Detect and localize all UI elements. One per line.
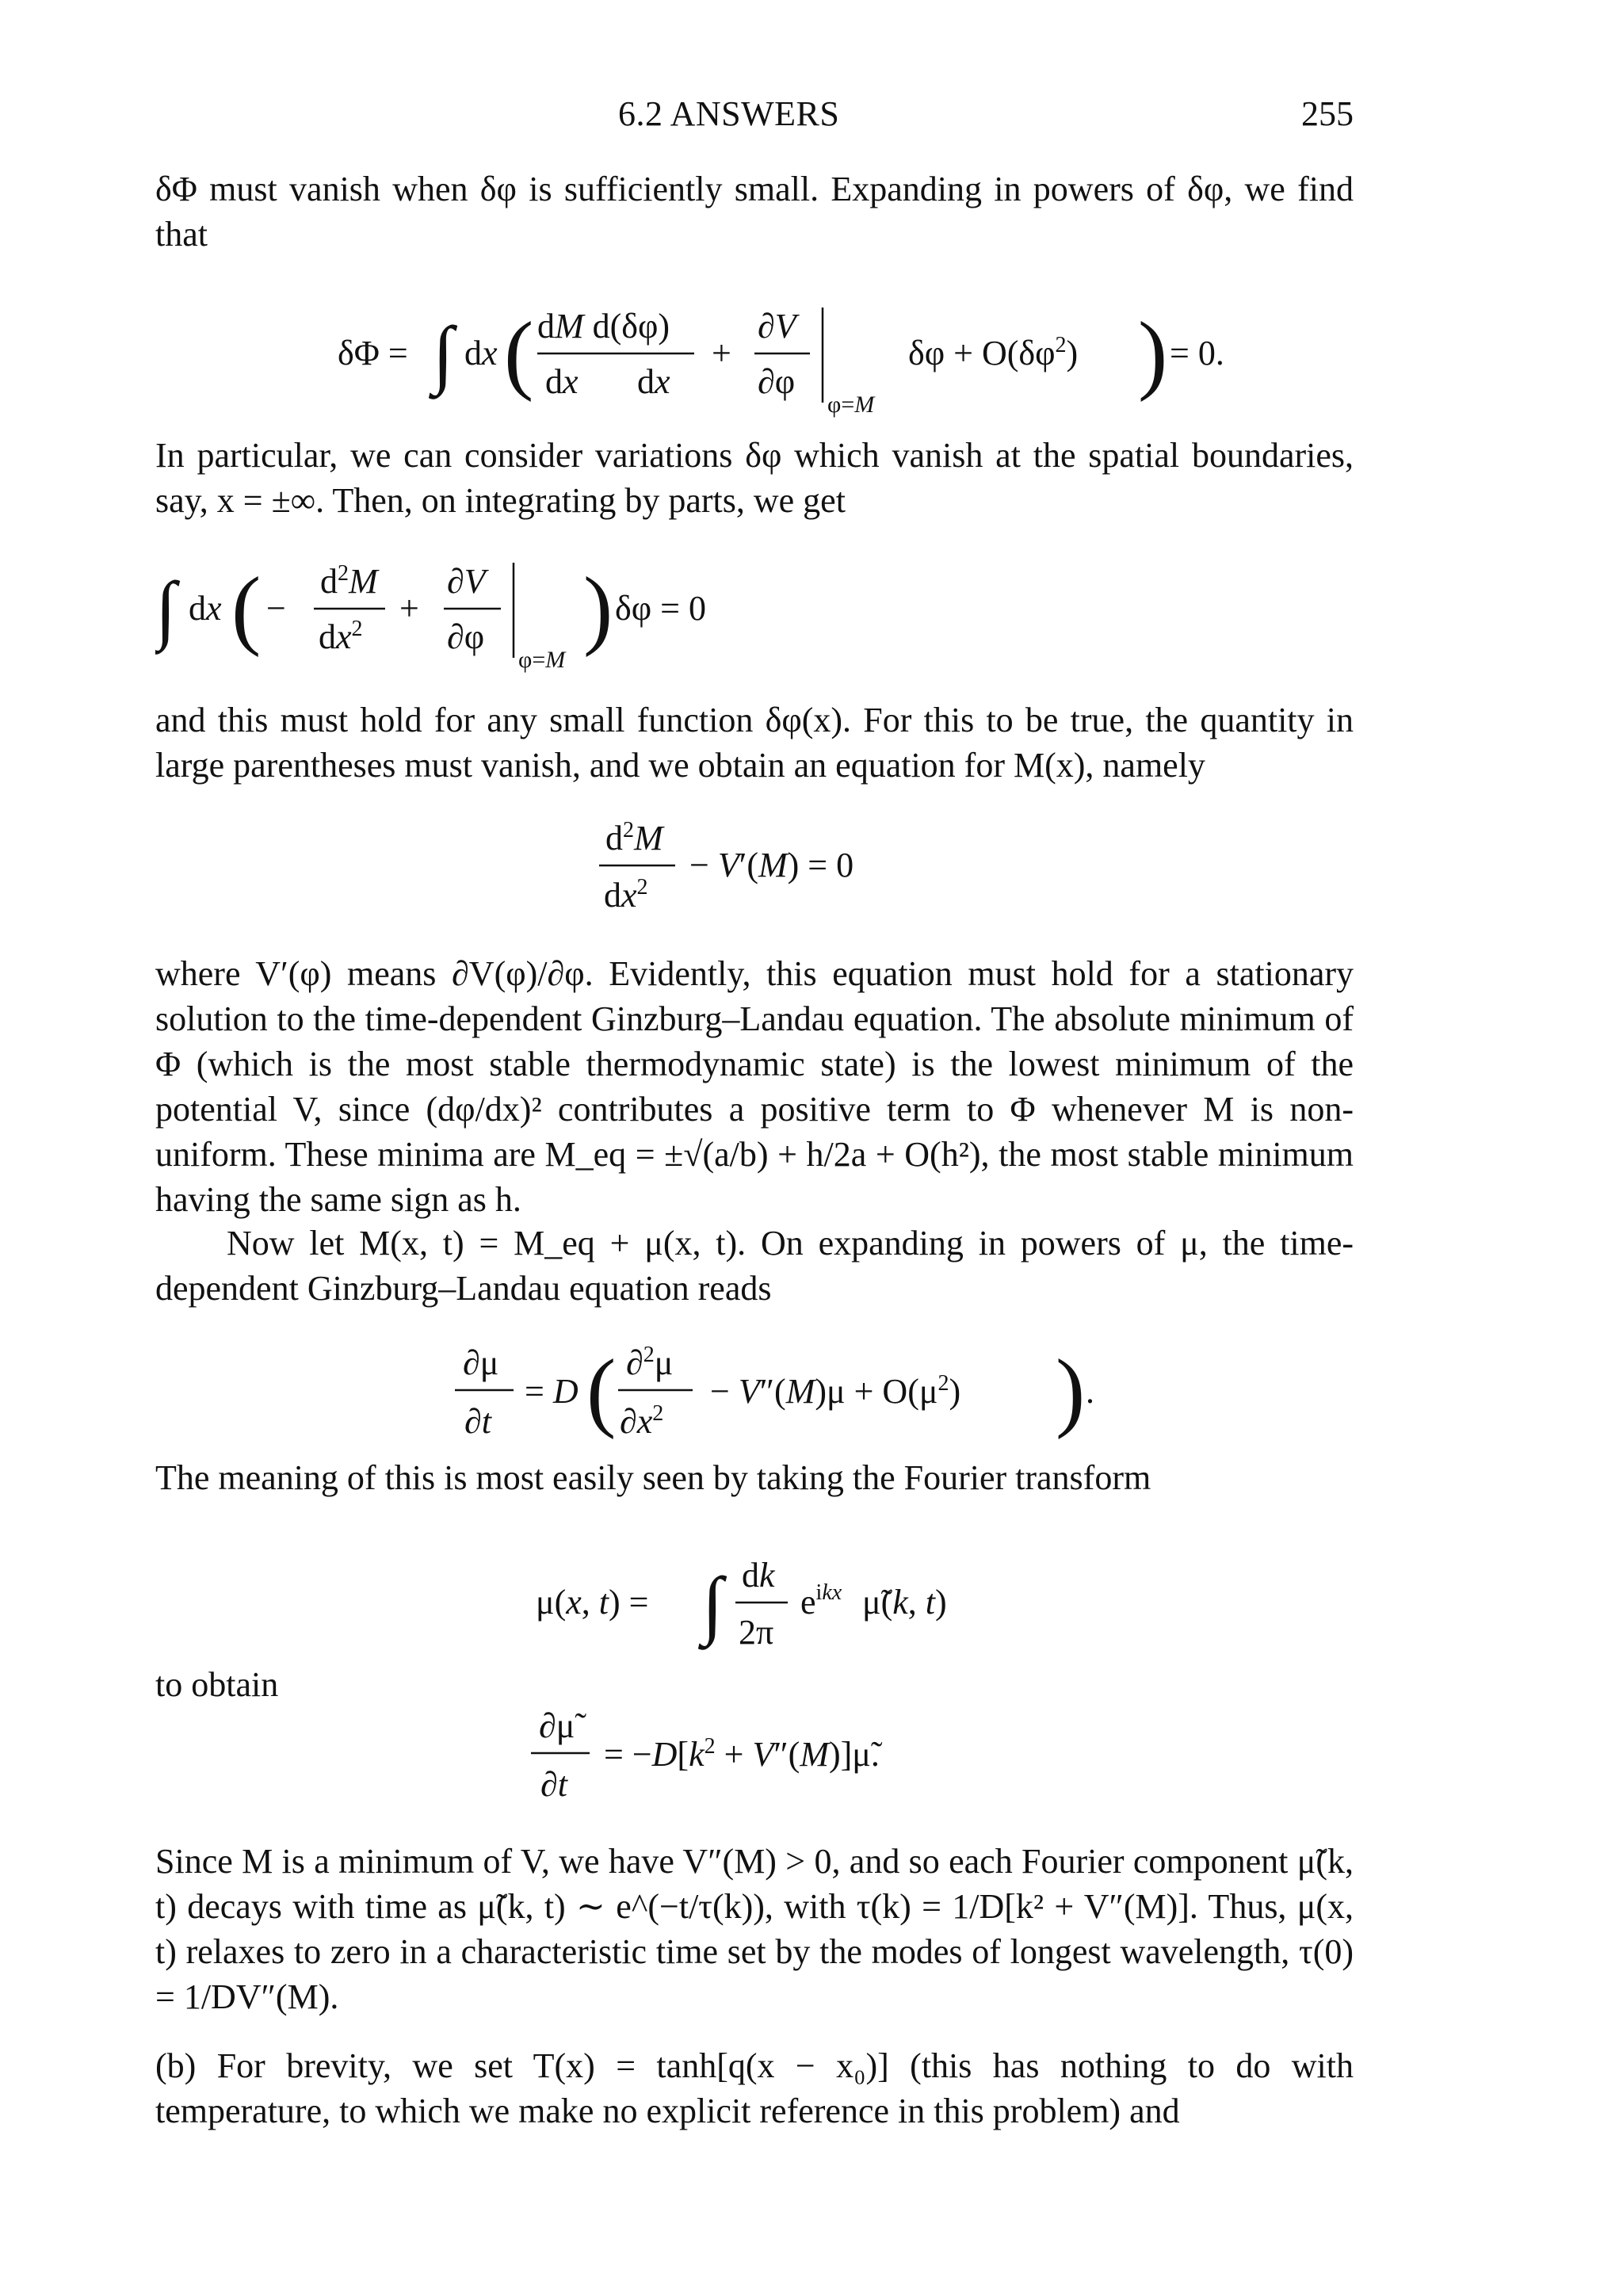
equation-6 [531,1696,1086,1816]
svg-text:dx2: $dx^2$ [319,617,363,656]
svg-text:): ) [583,560,613,658]
svg-text:∂V: ∂V [758,307,796,346]
equation-2 [155,547,1027,690]
paragraph-5: Now let M(x, t) = M_eq + μ(x, t). On expanding in powers of μ, the time-dependent Ginzburg–Landau equation reads [155,1224,1354,1308]
svg-text:(: ( [231,560,262,658]
svg-text:∂φ: ∂φ [758,362,796,401]
svg-text:∂μ̃: ∂μ̃ [539,1706,575,1745]
equation-5 [536,1541,1170,1676]
page-number: 255 [1301,94,1354,133]
svg-text:∂t: ∂t [540,1765,567,1804]
svg-text:−: − [266,589,286,628]
svg-text:= D: = D [525,1372,579,1411]
paragraph-3: and this must hold for any small function δφ(x). For this to be true, the quantity in large parentheses must vanish, and we obtain an equation for M(x), namely [155,701,1354,785]
paragraph-8: Since M is a minimum of V, we have V″(M) > 0, and so each Fourier component μ̃(k, t) decays with time as μ̃(k, t) ∼ e^(−t/τ(k)), with τ(k) = 1/D[k² + V″(M)]. Thus, μ(x, t) relaxes to zero in a characteristic time set by the modes of longest wavelength, τ(0) = 1/DV″(M). [155,1842,1354,2016]
svg-text:∂t: ∂t [464,1402,491,1441]
paragraph-4: where V′(φ) means ∂V(φ)/∂φ. Evidently, this equation must hold for a stationary solution to the time-dependent Ginzburg–Landau equation. The absolute minimum of Φ (which is the most stable thermodynamic state) is the lowest minimum of the potential V, since (dφ/dx)² contributes a positive term to Φ whenever M is non-uniform. These minima are M_eq = ±√(a/b) + h/2a + O(h²), the most stable minimum having the same sign as h. [155,954,1354,1219]
svg-text:μ̃(k, t): μ̃(k, t) [862,1583,947,1622]
svg-text:dx: dx [637,362,670,401]
svg-text:∂φ: ∂φ [447,617,485,656]
svg-text:): ) [1138,304,1168,403]
svg-text:dx2: $dx^2$ [604,875,648,915]
svg-text:− V′(M) = 0: − V′(M) = 0 [689,846,854,884]
svg-text:.: . [1086,1372,1094,1411]
svg-text:∂x2: $\partial x^2$ [620,1401,664,1441]
svg-text:(: ( [586,1342,617,1440]
svg-text:δφ + O(δφ2): $\delta\varphi + O(\delta\varphi^2)$ [908,333,1079,372]
equation-3 [599,810,995,930]
paragraph-9: (b) For brevity, we set T(x) = tanh[q(x − x₀)] (this has nothing to do with temperature, to which we make no explicit reference in this problem) and [155,2046,1354,2130]
svg-text:dk: dk [742,1556,775,1595]
equation-1 [338,292,1273,435]
paragraph-1: δΦ must vanish when δφ is sufficiently small. Expanding in powers of δφ, we find that [155,170,1354,254]
running-head: 6.2 ANSWERS [618,94,840,133]
svg-text:= −D[k2 + V″(M)]μ̃.: = $-D[k^2$ + V″(M)]μ̃. [604,1734,880,1774]
equation-4 [455,1325,1168,1461]
svg-text:∂2μ: ∂$^2$μ [626,1343,674,1382]
svg-text:φ=M: φ=M [518,647,566,673]
svg-text:eikx: $e^{ikx}$ [800,1580,842,1622]
svg-text:): ) [1056,1342,1086,1440]
svg-text:2π: 2π [739,1613,774,1652]
svg-text:d2M: $d^2M$ [605,818,663,858]
page-header [155,94,1354,141]
paragraph-6: The meaning of this is most easily seen by taking the Fourier transform [155,1458,1151,1497]
svg-text:∂V: ∂V [447,562,486,601]
svg-text:dx: dx [464,334,498,372]
svg-text:∫: ∫ [433,311,454,395]
svg-text:∂μ: ∂μ [463,1343,499,1382]
svg-text:= 0.: = 0. [1170,334,1224,372]
svg-text:∫: ∫ [155,566,177,651]
svg-text:∫: ∫ [702,1561,724,1646]
paragraph-2: In particular, we can consider variations δφ which vanish at the spatial boundaries, say, x = ±∞. Then, on integrating by parts, we get [155,436,1354,520]
svg-text:dx: dx [545,362,579,401]
svg-text:+: + [712,334,731,372]
svg-text:+: + [399,589,419,628]
svg-text:δφ = 0: δφ = 0 [615,589,706,628]
paragraph-7: to obtain [155,1665,279,1704]
svg-text:φ=M: φ=M [827,392,875,418]
svg-text:dx: dx [189,589,222,628]
svg-text:(: ( [504,304,534,403]
svg-text:dM d(δφ): dM d(δφ) [537,307,670,346]
svg-text:− V″(M)μ + O(μ2): − $V''(M)\mu + O(\mu^2)$ [710,1371,961,1411]
svg-text:δΦ =: δΦ = [338,334,408,372]
svg-text:μ(x, t) =: μ(x, t) = [536,1583,649,1622]
svg-text:d2M: $d^2M$ [320,561,378,601]
